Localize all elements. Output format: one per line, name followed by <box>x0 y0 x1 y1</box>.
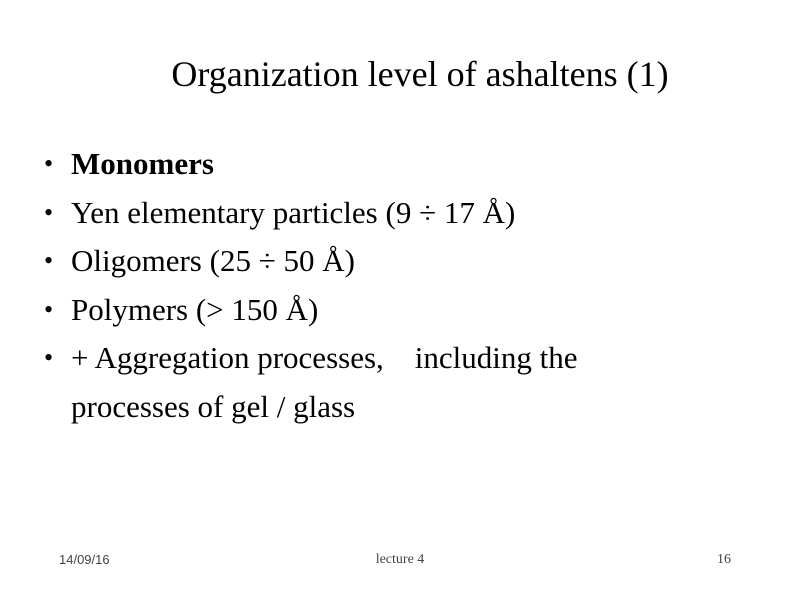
bullet-text: Oligomers (25 ÷ 50 Å) <box>71 243 355 278</box>
bullet-item-polymers <box>44 286 704 335</box>
bullet-text: Polymers (> 150 Å) <box>71 291 319 327</box>
bullet-item-yen-particles <box>44 189 704 238</box>
bullet-text: + Aggregation processes, including the processes of gel / glass <box>71 340 586 424</box>
bullet-icon: • <box>44 343 54 372</box>
bullet-item-oligomers <box>44 237 704 286</box>
bullet-icon: • <box>44 246 54 275</box>
bullet-text: Yen elementary particles (9 ÷ 17 Å) <box>71 194 516 230</box>
bullet-text: Monomers <box>71 146 214 181</box>
bullet-icon: • <box>44 149 54 178</box>
footer-lecture: lecture 4 <box>375 552 425 567</box>
bullet-item-aggregation <box>44 334 704 431</box>
footer-date: 14/09/16 <box>59 552 110 567</box>
bullet-icon: • <box>44 294 54 324</box>
bullet-icon: • <box>44 197 54 227</box>
bullet-list <box>44 140 704 431</box>
footer-page-number: 16 <box>717 552 731 567</box>
bullet-item-monomers <box>44 140 704 189</box>
slide-title: Organization level of ashaltens (1) <box>171 54 669 94</box>
